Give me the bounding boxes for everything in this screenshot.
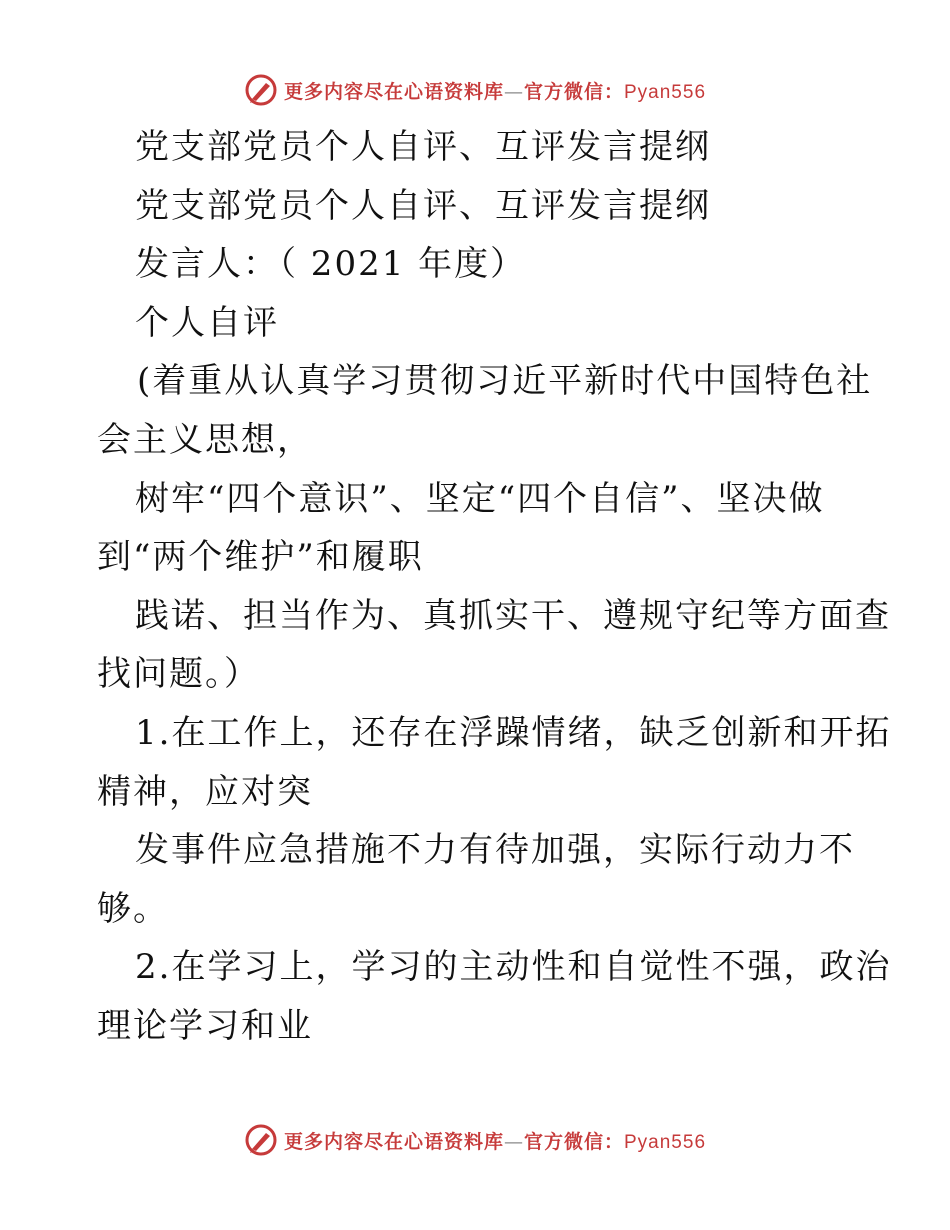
text-line: 会主义思想， [97,419,313,460]
pen-logo-icon [244,73,278,107]
document-body [97,118,892,1056]
speaker-line: 发言人：（ 2021 年度） [135,244,527,285]
banner-site-name: 更多内容尽在心语资料库 [283,80,504,103]
text-line: 理论学习和业 [97,1005,313,1046]
footer-banner [0,1120,950,1160]
banner-text [284,77,706,104]
header-banner [0,70,950,110]
text-line: 发事件应急措施不力有待加强，实际行动力不 [135,830,855,871]
text-line: 树牢“四个意识”、坚定“四个自信”、坚决做 [135,478,825,519]
banner-dash: — [503,1130,524,1153]
banner-wechat-label: 官方微信： [523,80,624,103]
text-line: 1.在工作上，还存在浮躁情绪，缺乏创新和开拓 [135,712,892,753]
text-line: 找问题。） [97,654,260,695]
banner-site-name: 更多内容尽在心语资料库 [283,1130,504,1153]
text-line: 够。 [97,888,169,929]
text-line: 2.在学习上，学习的主动性和自觉性不强，政治 [135,947,892,988]
banner-wechat-id: Pyan556 [624,1131,707,1153]
section-heading: 个人自评 [135,302,279,343]
doc-subtitle: 党支部党员个人自评、互评发言提纲 [135,185,711,226]
pen-logo-icon [244,1123,278,1157]
doc-title: 党支部党员个人自评、互评发言提纲 [135,127,711,167]
text-line: 践诺、担当作为、真抓实干、遵规守纪等方面查 [135,595,891,636]
banner-dash: — [503,80,524,103]
text-line: 精神，应对突 [97,771,313,812]
banner-text [284,1127,706,1154]
banner-wechat-label: 官方微信： [523,1130,624,1153]
banner-wechat-id: Pyan556 [624,81,707,103]
text-line: (着重从认真学习贯彻习近平新时代中国特色社 [137,361,873,402]
text-line: 到“两个维护”和履职 [97,537,424,578]
